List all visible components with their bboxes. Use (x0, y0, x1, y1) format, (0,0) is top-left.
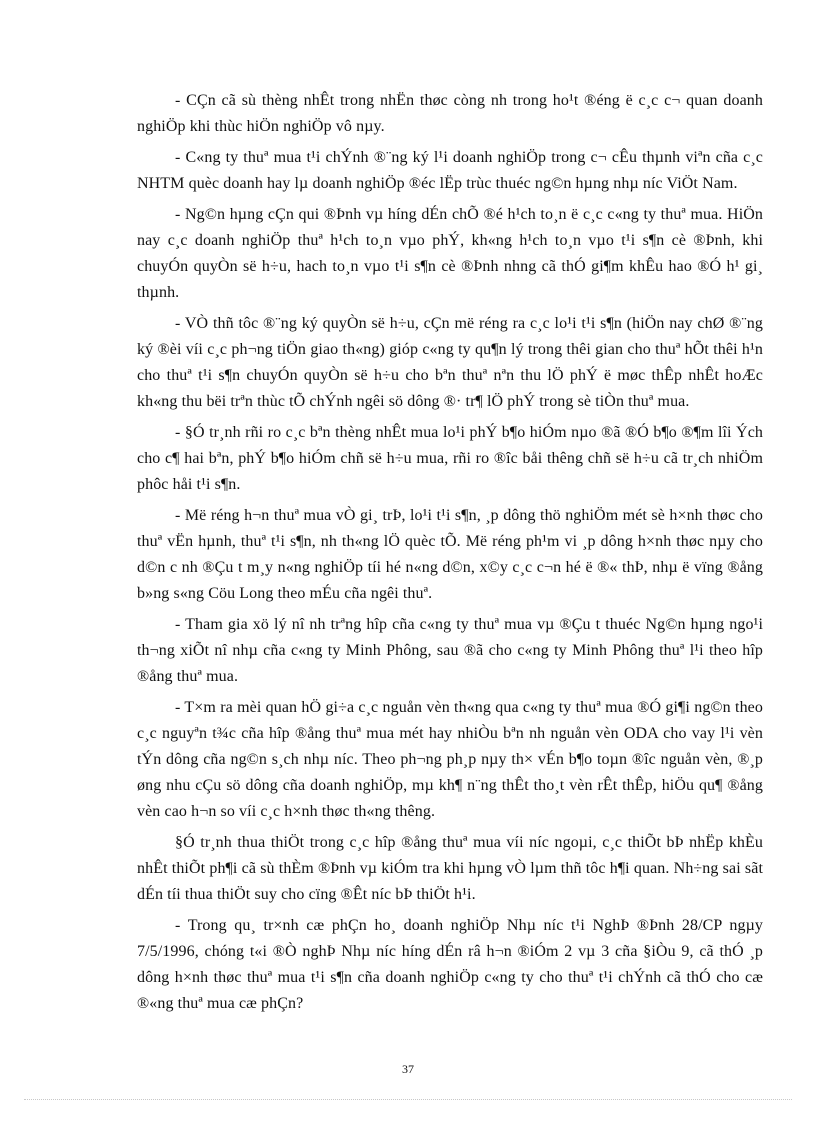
paragraph-3: - Ng©n hµng cÇn qui ®Þnh vµ híng dÉn chÕ ®é h¹ch to¸n ë c¸c c«ng ty thuª mua. HiÖn nay c¸c doanh nghiÖp thuª h¹ch to¸n vµo phÝ, kh«ng h¹ch to¸n vµo t¹i s¶n cè ®Þnh, khi chuyÓn quyÒn së h÷u, hach to¸n vµo t¹i s¶n cè ®Þnh nhng cã thÓ gi¶m khÊu hao ®Ó h¹ gi¸ thµnh. (137, 206, 763, 301)
page-number: 37 (402, 1062, 414, 1076)
paragraph-1: - CÇn cã sù thèng nhÊt trong nhËn thøc còng nh trong ho¹t ®éng ë c¸c c¬ quan doanh nghiÖp khi thùc hiÖn nghiÖp vô nµy. (137, 92, 763, 135)
paragraph-4: - VÒ thñ tôc ®¨ng ký quyÒn së h÷u, cÇn më réng ra c¸c lo¹i t¹i s¶n (hiÖn nay chØ ®¨ng ký ®èi víi c¸c ph¬ng tiÖn giao th«ng) gióp c«ng ty qu¶n lý trong thêi gian cho thuª hÕt thêi h¹n cho thuª t¹i s¶n chuyÓn quyÒn së h÷u cho bªn thuª nªn thu lÖ phÝ ë møc thÊp nhÊt hoÆc kh«ng thu bëi trªn thùc tÕ chÝnh ngêi sö dông ®· tr¶ lÖ phÝ trong sè tiÒn thuª mua. (137, 315, 763, 410)
paragraph-7: - Tham gia xö lý nî nh trªng hîp cña c«ng ty thuª mua vµ ®Çu t thuéc Ng©n hµng ngo¹i th¬ng xiÕt nî nhµ cña c«ng ty Minh Phông, sau ®ã cho c«ng ty Minh Phông thuª l¹i theo hîp ®ång thuª mua. (137, 616, 763, 685)
paragraph-9: §Ó tr¸nh thua thiÖt trong c¸c hîp ®ång thuª mua víi níc ngoµi, c¸c thiÕt bÞ nhËp khÈu nhÊt thiÕt ph¶i cã sù thÈm ®Þnh vµ kiÓm tra khi hµng vÒ lµm thñ tôc h¶i quan. Nh÷ng sai sãt dÉn tíi thua thiÖt suy cho cïng ®Êt níc bÞ thiÖt h¹i. (137, 834, 763, 903)
paragraph-2: - C«ng ty thuª mua t¹i chÝnh ®¨ng ký l¹i doanh nghiÖp trong c¬ cÊu thµnh viªn cña c¸c NHTM quèc doanh hay lµ doanh nghiÖp ®éc lËp trùc thuéc ng©n hµng nhµ níc ViÖt Nam. (137, 149, 763, 192)
footer-divider (24, 1099, 792, 1100)
paragraph-10: - Trong qu¸ tr×nh cæ phÇn ho¸ doanh nghiÖp Nhµ níc t¹i NghÞ ®Þnh 28/CP ngµy 7/5/1996, chóng t«i ®Ò nghÞ Nhµ níc híng dÉn râ h¬n ®iÓm 2 vµ 3 cña §iÒu 9, cã thÓ ¸p dông h×nh thøc thuª mua t¹i s¶n cña doanh nghiÖp c«ng ty cho thuª t¹i chÝnh cã thÓ cho cæ ®«ng thuª mua cæ phÇn? (137, 917, 763, 1012)
paragraph-8: - T×m ra mèi quan hÖ gi÷a c¸c nguån vèn th«ng qua c«ng ty thuª mua ®Ó gi¶i ng©n theo c¸c nguyªn t¾c cña hîp ®ång thuª mua mét hay nhiÒu bªn nh nguån vèn ODA cho vay l¹i vèn tÝn dông cña ng©n s¸ch nhµ níc. Theo ph¬ng ph¸p nµy th× vÉn b¶o toµn ®îc nguån vèn, ®¸p øng nhu cÇu sö dông cña doanh nghiÖp, mµ kh¶ n¨ng thÊt tho¸t vèn rÊt thÊp, hiÖu qu¶ ®ång vèn cao h¬n so víi c¸c h×nh thøc th«ng thêng. (137, 699, 763, 820)
paragraph-5: - §Ó tr¸nh rñi ro c¸c bªn thèng nhÊt mua lo¹i phÝ b¶o hiÓm nµo ®ã ®Ó b¶o ®¶m lîi Ých cho c¶ hai bªn, phÝ b¶o hiÓm chñ së h÷u mua, rñi ro ®îc båi thêng chñ së h÷u cã tr¸ch nhiÖm phôc håi t¹i s¶n. (137, 424, 763, 493)
paragraph-6: - Më réng h¬n thuª mua vÒ gi¸ trÞ, lo¹i t¹i s¶n, ¸p dông thö nghiÖm mét sè h×nh thøc cho thuª vËn hµnh, thuª t¹i s¶n, nh th«ng lÖ quèc tÕ. Më réng ph¹m vi ¸p dông h×nh thøc nµy cho d©n c nh ®Çu t m¸y n«ng nghiÖp tíi hé n«ng d©n, x©y c¸c c¬n hé ë ®« thÞ, nhµ ë vïng ®ång b»ng s«ng Cöu Long theo mÉu cña ngêi thuª. (137, 507, 763, 602)
body-text (137, 88, 763, 1022)
